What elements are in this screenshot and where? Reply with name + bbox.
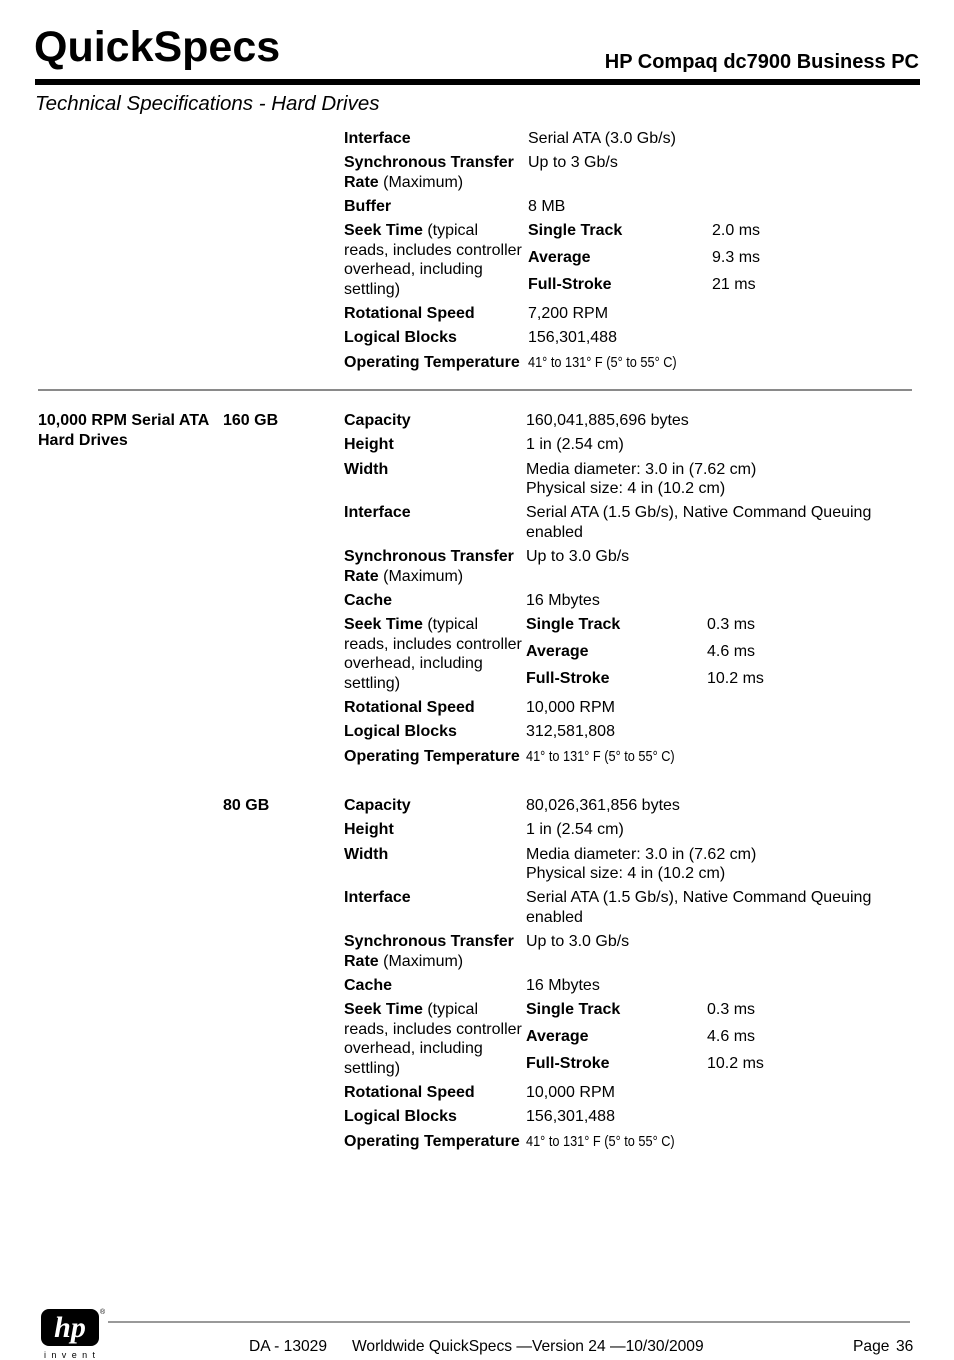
spec-row-synchronous-transfer-rate xyxy=(344,153,904,197)
spec-value-text: 41° to 131° F (5° to 55° C) xyxy=(528,353,677,371)
spec-value-line: Physical size: 4 in (10.2 cm) xyxy=(526,865,726,883)
spec-label-note: (Maximum) xyxy=(383,173,464,191)
spec-label xyxy=(344,153,525,192)
section-title: Technical Specifications - Hard Drives xyxy=(35,92,380,115)
spec-label xyxy=(344,328,525,348)
spec-value xyxy=(526,796,904,816)
sub-spec-row-average xyxy=(526,1027,904,1047)
spec-value xyxy=(526,411,904,431)
spec-table xyxy=(344,129,904,377)
spec-label xyxy=(344,547,525,586)
spec-value-text: Up to 3.0 Gb/s xyxy=(526,548,630,566)
spec-row-seek-time xyxy=(344,221,904,304)
spec-row-operating-temperature xyxy=(344,1132,904,1156)
registered-mark: ® xyxy=(100,1309,106,1316)
spec-value xyxy=(528,197,904,217)
sub-spec-row-full-stroke xyxy=(528,275,904,295)
spec-row-cache xyxy=(344,976,904,1000)
spec-label-name: Buffer xyxy=(344,198,392,216)
spec-value-text: 10,000 RPM xyxy=(526,699,615,717)
spec-row-interface xyxy=(344,129,904,153)
drive-capacity: 80 GB xyxy=(223,797,270,814)
spec-label-name: Synchronous Transfer Rate xyxy=(344,548,514,585)
spec-label xyxy=(344,353,525,373)
spec-label xyxy=(344,820,525,840)
spec-value-text: 312,581,808 xyxy=(526,723,615,741)
spec-row-rotational-speed xyxy=(344,304,904,328)
spec-label xyxy=(344,129,525,149)
spec-value-text: 1 in (2.54 cm) xyxy=(526,436,624,454)
spec-label-name: Operating Temperature xyxy=(344,747,520,765)
spec-label-name: Logical Blocks xyxy=(344,329,457,347)
spec-label xyxy=(344,698,525,718)
spec-row-rotational-speed xyxy=(344,1083,904,1107)
spec-value xyxy=(526,845,904,884)
spec-label xyxy=(344,1132,525,1152)
spec-value-text: 41° to 131° F (5° to 55° C) xyxy=(526,747,675,765)
sub-spec-value: 21 ms xyxy=(712,276,756,294)
spec-row-rotational-speed xyxy=(344,698,904,722)
spec-label-name: Width xyxy=(344,845,389,863)
spec-value xyxy=(526,591,904,611)
spec-label xyxy=(344,845,525,865)
spec-value xyxy=(528,304,904,324)
page-label: Page xyxy=(853,1338,890,1355)
spec-value xyxy=(526,698,904,718)
spec-value-text: 156,301,488 xyxy=(528,329,617,347)
spec-label-name: Seek Time xyxy=(344,222,423,240)
spec-row-operating-temperature xyxy=(344,747,904,771)
spec-label-note: (typical reads, includes controller overhead, including settling) xyxy=(344,616,522,692)
spec-value xyxy=(526,1083,904,1103)
spec-label-name: Operating Temperature xyxy=(344,1132,520,1150)
spec-label xyxy=(344,1000,525,1078)
spec-label-name: Logical Blocks xyxy=(344,1108,457,1126)
spec-label xyxy=(344,411,525,431)
spec-label xyxy=(344,932,525,971)
spec-label-name: Rotational Speed xyxy=(344,699,475,717)
spec-label-name: Cache xyxy=(344,591,393,609)
spec-value xyxy=(528,221,904,295)
spec-label-note: (typical reads, includes controller overhead, including settling) xyxy=(344,222,522,298)
spec-label-name: Rotational Speed xyxy=(344,305,475,323)
spec-label xyxy=(344,888,525,908)
spec-row-cache xyxy=(344,591,904,615)
spec-label xyxy=(344,1107,525,1127)
spec-label xyxy=(344,197,525,217)
spec-value xyxy=(526,722,904,742)
sub-spec-row-full-stroke xyxy=(526,669,904,689)
spec-label xyxy=(344,976,525,996)
spec-value-text: 80,026,361,856 bytes xyxy=(526,797,680,814)
sub-spec-value: 2.0 ms xyxy=(712,222,761,240)
spec-label xyxy=(344,435,525,455)
spec-value xyxy=(526,460,904,499)
sub-spec-value: 0.3 ms xyxy=(707,616,756,634)
spec-label-name: Seek Time xyxy=(344,616,423,634)
spec-label-name: Rotational Speed xyxy=(344,1084,475,1102)
spec-value-text: Serial ATA (1.5 Gb/s), Native Command Queuing enabled xyxy=(526,889,872,926)
sub-spec-row-average xyxy=(528,248,904,268)
sub-spec-label: Average xyxy=(526,643,589,661)
spec-value xyxy=(526,820,904,840)
sub-spec-label: Full-Stroke xyxy=(526,670,610,688)
spec-value-text: 1 in (2.54 cm) xyxy=(526,821,624,839)
spec-label-name: Width xyxy=(344,460,389,478)
spec-value xyxy=(526,747,904,767)
spec-value xyxy=(526,1107,904,1127)
sub-spec-value: 4.6 ms xyxy=(707,643,756,661)
spec-value xyxy=(526,503,904,542)
product-name: HP Compaq dc7900 Business PC xyxy=(604,51,919,73)
spec-label xyxy=(344,796,525,816)
spec-label-name: Capacity xyxy=(344,797,411,814)
spec-label-note: (Maximum) xyxy=(383,567,464,585)
spec-value-line: Physical size: 4 in (10.2 cm) xyxy=(526,480,726,498)
spec-row-logical-blocks xyxy=(344,1107,904,1131)
spec-value-text: Up to 3.0 Gb/s xyxy=(526,933,630,951)
logo-tagline: invent xyxy=(44,1350,101,1360)
spec-value xyxy=(526,932,904,952)
spec-label-name: Interface xyxy=(344,130,411,147)
footer-rule xyxy=(108,1321,910,1323)
spec-row-seek-time xyxy=(344,1000,904,1083)
spec-value xyxy=(526,615,904,689)
doc-title: Worldwide QuickSpecs —Version 24 —10/30/2009 xyxy=(352,1338,704,1355)
spec-value xyxy=(528,353,904,373)
spec-value-text: Up to 3 Gb/s xyxy=(528,154,618,172)
spec-value xyxy=(526,888,904,927)
spec-label xyxy=(344,615,525,693)
spec-value xyxy=(526,1000,904,1074)
spec-row-interface xyxy=(344,888,904,932)
sub-spec-value: 9.3 ms xyxy=(712,249,761,267)
spec-label xyxy=(344,304,525,324)
spec-row-height xyxy=(344,820,904,844)
spec-value xyxy=(526,435,904,455)
spec-value xyxy=(528,328,904,348)
spec-label-name: Height xyxy=(344,436,394,454)
drive-capacity: 160 GB xyxy=(223,412,279,429)
spec-row-height xyxy=(344,435,904,459)
spec-row-logical-blocks xyxy=(344,722,904,746)
spec-table xyxy=(344,796,904,1156)
spec-value-line: Media diameter: 3.0 in (7.62 cm) xyxy=(526,460,757,478)
spec-label-name: Synchronous Transfer Rate xyxy=(344,154,514,191)
sub-spec-label: Average xyxy=(528,249,591,267)
spec-row-buffer xyxy=(344,197,904,221)
sub-spec-value: 0.3 ms xyxy=(707,1001,756,1019)
spec-row-capacity xyxy=(344,796,904,820)
spec-value-text: 10,000 RPM xyxy=(526,1084,615,1102)
spec-row-interface xyxy=(344,503,904,547)
spec-value-text: 8 MB xyxy=(528,198,566,216)
spec-label-name: Capacity xyxy=(344,412,411,429)
spec-value xyxy=(526,976,904,996)
spec-value-line: Media diameter: 3.0 in (7.62 cm) xyxy=(526,845,757,863)
spec-label-name: Logical Blocks xyxy=(344,723,457,741)
hp-logo-icon xyxy=(39,1305,107,1349)
spec-value-text: Serial ATA (1.5 Gb/s), Native Command Queuing enabled xyxy=(526,504,872,541)
spec-label xyxy=(344,591,525,611)
spec-label-name: Height xyxy=(344,821,394,839)
spec-label xyxy=(344,503,525,523)
sub-spec-label: Single Track xyxy=(526,1001,621,1019)
sub-spec-row-full-stroke xyxy=(526,1054,904,1074)
spec-value xyxy=(526,1132,904,1152)
spec-row-seek-time xyxy=(344,615,904,698)
spec-row-capacity xyxy=(344,411,904,435)
spec-label-note: (Maximum) xyxy=(383,952,464,970)
sub-spec-label: Average xyxy=(526,1028,589,1046)
sub-spec-value: 10.2 ms xyxy=(707,670,764,688)
sub-spec-value: 4.6 ms xyxy=(707,1028,756,1046)
spec-label xyxy=(344,221,525,299)
spec-row-operating-temperature xyxy=(344,353,904,377)
sub-spec-label: Single Track xyxy=(526,616,621,634)
spec-label xyxy=(344,1083,525,1103)
sub-spec-label: Single Track xyxy=(528,222,623,240)
hp-logo-letters: hp xyxy=(54,1311,86,1344)
spec-value-text: 156,301,488 xyxy=(526,1108,615,1126)
spec-label-name: Interface xyxy=(344,504,411,522)
doc-id: DA - 13029 xyxy=(249,1338,328,1355)
spec-label-name: Operating Temperature xyxy=(344,353,520,371)
brand-title: QuickSpecs xyxy=(34,23,281,71)
drive-category: 10,000 RPM Serial ATA Hard Drives xyxy=(38,412,209,449)
spec-label-name: Seek Time xyxy=(344,1001,423,1019)
spec-row-synchronous-transfer-rate xyxy=(344,547,904,591)
spec-value-text: 41° to 131° F (5° to 55° C) xyxy=(526,1132,675,1150)
header-rule xyxy=(35,79,920,85)
spec-label-name: Synchronous Transfer Rate xyxy=(344,933,514,970)
sub-spec-row-average xyxy=(526,642,904,662)
spec-value-text: 160,041,885,696 bytes xyxy=(526,412,689,429)
spec-value-text: Serial ATA (3.0 Gb/s) xyxy=(528,130,676,147)
spec-row-logical-blocks xyxy=(344,328,904,352)
sub-spec-value: 10.2 ms xyxy=(707,1055,764,1073)
sub-spec-row-single-track xyxy=(528,221,904,241)
page-number: 36 xyxy=(896,1338,914,1355)
spec-label-name: Interface xyxy=(344,889,411,907)
sub-spec-row-single-track xyxy=(526,1000,904,1020)
spec-label-name: Cache xyxy=(344,976,393,994)
spec-value-text: 7,200 RPM xyxy=(528,305,609,323)
spec-table xyxy=(344,411,904,771)
spec-value-text: 16 Mbytes xyxy=(526,591,600,609)
spec-label-note: (typical reads, includes controller overhead, including settling) xyxy=(344,1001,522,1077)
spec-row-synchronous-transfer-rate xyxy=(344,932,904,976)
spec-label xyxy=(344,460,525,480)
group-divider xyxy=(38,389,912,391)
spec-label xyxy=(344,747,525,767)
spec-value xyxy=(526,547,904,567)
spec-value xyxy=(528,129,904,149)
sub-spec-label: Full-Stroke xyxy=(528,276,612,294)
spec-label xyxy=(344,722,525,742)
spec-row-width xyxy=(344,845,904,889)
sub-spec-label: Full-Stroke xyxy=(526,1055,610,1073)
spec-value xyxy=(528,153,904,173)
sub-spec-row-single-track xyxy=(526,615,904,635)
spec-row-width xyxy=(344,460,904,504)
spec-value-text: 16 Mbytes xyxy=(526,976,600,994)
